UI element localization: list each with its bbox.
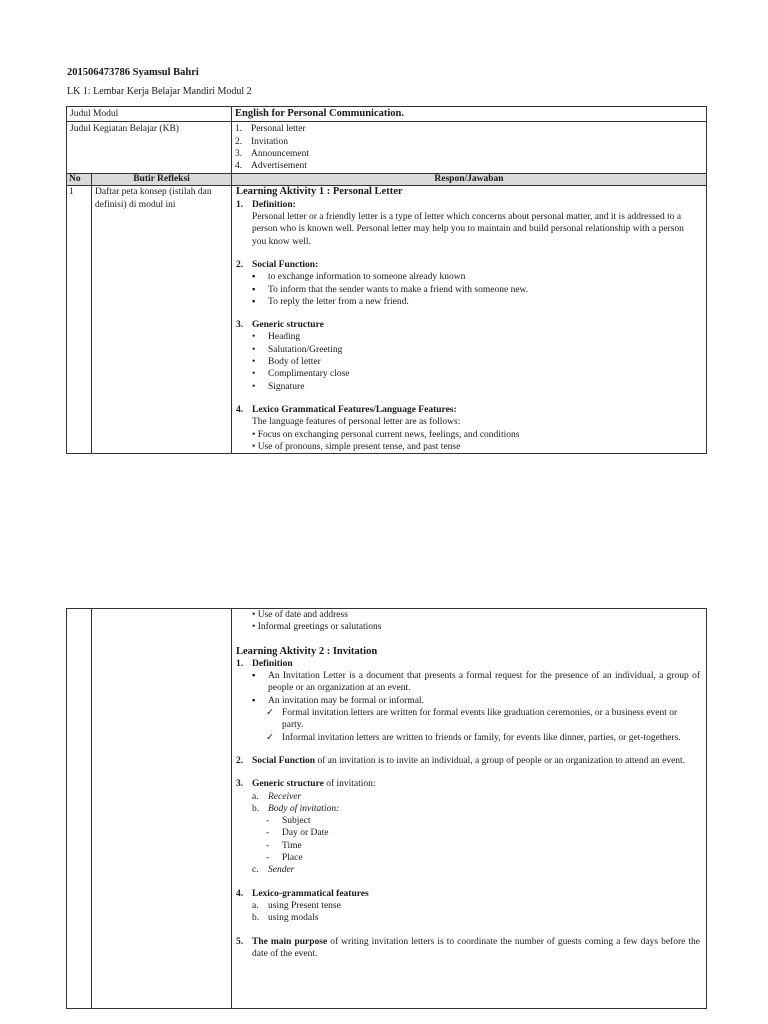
kb-item: 3. Announcement <box>235 148 310 159</box>
row-no-empty <box>67 609 92 1009</box>
a2-check-item: ✓ Informal invitation letters are written to friends or family, for events like dinner, parties, or get-togethers. <box>266 732 681 743</box>
col-no: No <box>67 174 92 186</box>
kb-item: 1. Personal letter <box>235 124 306 135</box>
col-respon: Respon/Jawaban <box>232 174 707 186</box>
modul-label: Judul Modul <box>67 107 232 122</box>
kb-item: 4. Advertisement <box>235 161 307 172</box>
row-no: 1 <box>67 186 92 454</box>
worksheet-table <box>66 106 707 454</box>
a1-generic-item: • Signature <box>252 381 305 392</box>
a2-generic-item: a. Receiver <box>252 791 302 802</box>
reflection-row-1-continued <box>67 609 707 1009</box>
a2-body-item: - Day or Date <box>266 828 329 839</box>
a1-social-item: ▪ To reply the letter from a new friend. <box>252 296 409 307</box>
a1-definition-heading: 1. Definition: <box>236 199 296 210</box>
a2-generic-heading: 3. Generic structure of invitation: <box>236 779 376 790</box>
activity2-title: Learning Aktivity 2 : Invitation <box>236 645 378 657</box>
modul-value: English for Personal Communication. <box>232 107 707 122</box>
row-butir: Daftar peta konsep (istilah dan definisi) di modul ini <box>92 186 232 454</box>
a2-generic-item: c. Sender <box>252 865 295 876</box>
a2-lexico-item: b. using modals <box>252 913 319 924</box>
kb-row <box>67 122 707 174</box>
a1-definition-text: Personal letter or a friendly letter is a type of letter which concerns about personal matter, and it is addressed to a person who is known well. Personal letter may help you to maintain and build personal relationship with a person you know well. <box>252 212 684 247</box>
modul-row <box>67 107 707 122</box>
a1-generic-item: • Complimentary close <box>252 369 350 380</box>
a1-lexico-item: • Focus on exchanging personal current news, feelings, and conditions <box>252 429 520 440</box>
a1-lexico-item: • Use of pronouns, simple present tense, and past tense <box>252 441 461 452</box>
col-butir: Butir Refleksi <box>92 174 232 186</box>
check-icon: ✓ <box>266 732 274 743</box>
kb-list <box>232 122 707 174</box>
a2-body-item: - Subject <box>266 816 311 827</box>
a2-lexico-item: a. using Present tense <box>252 900 341 911</box>
worksheet-table-continued <box>66 608 707 1009</box>
worksheet-subtitle: LK 1: Lembar Kerja Belajar Mandiri Modul 2 <box>67 86 252 97</box>
a2-check-item: ✓ Formal invitation letters are written for formal events like graduation ceremonies, or a business event or party. <box>266 708 678 731</box>
a2-definition-item: ▪ An invitation may be formal or informal. <box>252 695 424 706</box>
page-2 <box>0 512 768 1024</box>
kb-item: 2. Invitation <box>235 136 288 147</box>
column-header-row <box>67 174 707 186</box>
row-butir-empty <box>92 609 232 1009</box>
a1-generic-item: • Body of letter <box>252 357 321 368</box>
a1-generic-heading: 3. Generic structure <box>236 320 324 331</box>
kb-label: Judul Kegiatan Belajar (KB) <box>67 122 232 174</box>
a1-social-heading: 2. Social Function: <box>236 259 319 270</box>
reflection-row-1 <box>67 186 707 454</box>
a2-generic-item: b. Body of invitation: <box>252 803 340 814</box>
author-line: 201506473786 Syamsul Bahri <box>67 67 199 78</box>
a2-social-text: Social Function of an invitation is to invite an individual, a group of people or an organization to attend an event. <box>252 755 686 766</box>
row-respon <box>232 186 707 454</box>
a1-generic-item: • Salutation/Greeting <box>252 344 343 355</box>
activity1-title: Learning Aktivity 1 : Personal Letter <box>236 186 403 198</box>
a2-body-item: - Time <box>266 840 302 851</box>
check-icon: ✓ <box>266 708 274 719</box>
a2-definition-item: ▪ An Invitation Letter is a document that presents a formal request for the presence of an individual, a group of people or an organization at an event. <box>252 671 700 694</box>
a2-definition-heading: 1. Definition <box>236 658 293 669</box>
a1-social-item: ▪ To inform that the sender wants to make a friend with someone new. <box>252 284 529 295</box>
a1-generic-item: • Heading <box>252 332 301 343</box>
a2-purpose: 5. The main purpose of writing invitation letters is to coordinate the number of guests coming a few days before the date of the event. <box>236 936 701 959</box>
a2-body-item: - Place <box>266 853 303 864</box>
a1-lexico-item: • Informal greetings or salutations <box>252 622 382 633</box>
a1-social-item: ▪ to exchange information to someone already known <box>252 272 466 283</box>
row-respon-continued: • Use of date and address • Informal greetings or salutations Learning Aktivity 2 : Invitation 1. Definition ▪ An Invitation Letter is a document that presents a formal request for the presence of an individual, a group of people or an organization at an event. ▪ An invitation may be formal or informal. ✓ Formal invitation letters are written for formal events like graduation ceremonies, or a business event or party. ✓ Informal invitation letters are written to friends or family, for events like dinner, parties, or get-togethers. 2. Social Function of an invitation is to invite an individual, a group of people or an organization to attend an event. 3. Generic structure of invitation: a. Receiver b. Body of invitation: - Subject - Day or Date - Time - Place c. Sender 4. Lexico-grammatical features a. using Present tense b. using modals 5. The main purpose of writing invitation letters is to coordinate the number of guests coming a few days before the date of the event. <box>232 609 707 1009</box>
a1-lexico-heading: 4. Lexico Grammatical Features/Language Features: <box>236 404 457 415</box>
a1-lexico-intro: The language features of personal letter are as follows: <box>252 417 461 428</box>
a2-lexico-heading: 4. Lexico-grammatical features <box>236 888 369 899</box>
a1-lexico-item: • Use of date and address <box>252 610 348 620</box>
